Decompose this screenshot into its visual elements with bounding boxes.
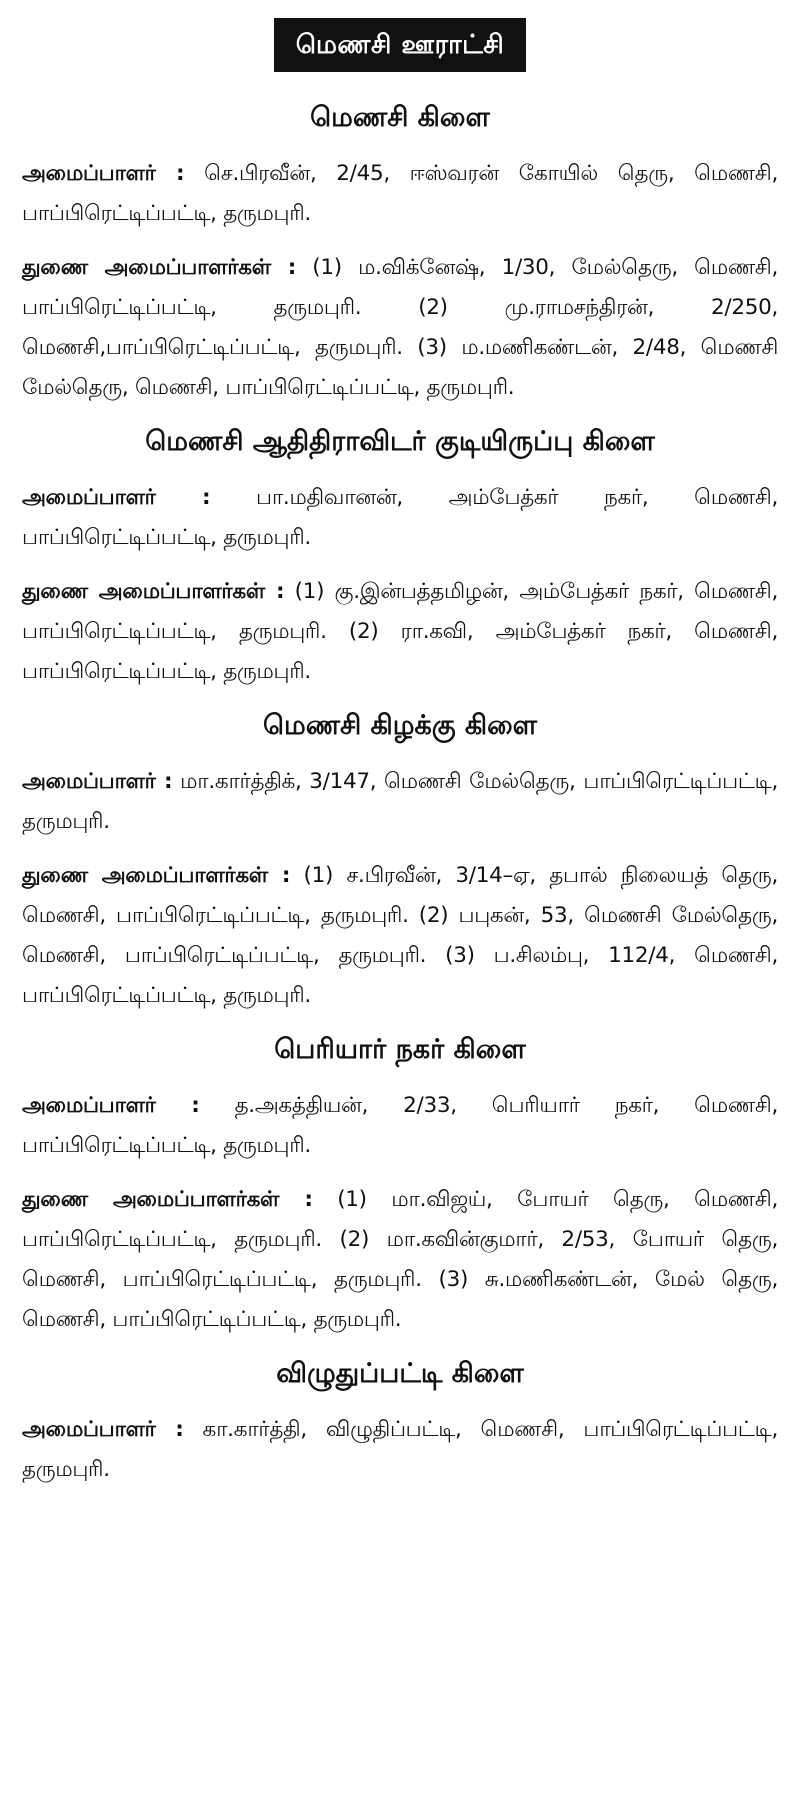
deputy-paragraph [22, 572, 778, 692]
deputy-details: (1) ச.பிரவீன், 3/14–ஏ, தபால் நிலையத் தெரு, மெணசி, பாப்பிரெட்டிப்பட்டி, தருமபுரி. (2) பபுகன், 53, மெணசி மேல்தெரு, மெணசி, பாப்பிரெட்டிப்பட்டி, தருமபுரி. (3) ப.சிலம்பு, 112/4, மெணசி, பாப்பிரெட்டிப்பட்டி, தருமபுரி. [22, 863, 778, 1008]
deputy-label: துணை அமைப்பாளர்கள் : [22, 1187, 313, 1212]
organiser-paragraph [22, 762, 778, 842]
deputy-details: (1) மா.விஜய், போயர் தெரு, மெணசி, பாப்பிரெட்டிப்பட்டி, தருமபுரி. (2) மா.கவின்குமார், 2/53, போயர் தெரு, மெணசி, பாப்பிரெட்டிப்பட்டி, தருமபுரி. (3) சு.மணிகண்டன், மேல் தெரு, மெணசி, பாப்பிரெட்டிப்பட்டி, தருமபுரி. [22, 1187, 778, 1332]
branch-section [22, 98, 778, 408]
organiser-paragraph [22, 478, 778, 558]
organiser-details: த.அகத்தியன், 2/33, பெரியார் நகர், மெணசி, பாப்பிரெட்டிப்பட்டி, தருமபுரி. [22, 1093, 778, 1158]
organiser-paragraph [22, 1410, 778, 1490]
branch-heading: பெரியார் நகர் கிளை [274, 1034, 526, 1065]
organiser-label: அமைப்பாளர் : [22, 769, 173, 794]
branch-heading: மெணசி கிளை [310, 102, 490, 133]
deputy-label: துணை அமைப்பாளர்கள் : [22, 255, 297, 280]
deputy-paragraph [22, 856, 778, 1016]
organiser-label: அமைப்பாளர் : [22, 161, 185, 186]
organiser-label: அமைப்பாளர் : [22, 1417, 184, 1442]
deputy-details: (1) ம.விக்னேஷ், 1/30, மேல்தெரு, மெணசி, பாப்பிரெட்டிப்பட்டி, தருமபுரி. (2) மு.ராமசந்திரன், 2/250, மெணசி,பாப்பிரெட்டிப்பட்டி, தருமபுரி. (3) ம.மணிகண்டன், 2/48, மெணசி மேல்தெரு, மெணசி, பாப்பிரெட்டிப்பட்டி, தருமபுரி. [22, 255, 778, 400]
branch-section [22, 422, 778, 692]
organiser-details: பா.மதிவானன், அம்பேத்கர் நகர், மெணசி, பாப்பிரெட்டிப்பட்டி, தருமபுரி. [22, 485, 778, 550]
branch-section [22, 1030, 778, 1340]
organiser-details: கா.கார்த்தி, விழுதிப்பட்டி, மெணசி, பாப்பிரெட்டிப்பட்டி, தருமபுரி. [22, 1417, 778, 1482]
branch-heading: விழுதுப்பட்டி கிளை [276, 1358, 524, 1389]
organiser-label: அமைப்பாளர் : [22, 1093, 200, 1118]
branch-section [22, 706, 778, 1016]
branch-heading: மெணசி ஆதிதிராவிடர் குடியிருப்பு கிளை [145, 426, 655, 457]
organiser-details: செ.பிரவீன், 2/45, ஈஸ்வரன் கோயில் தெரு, மெணசி, பாப்பிரெட்டிப்பட்டி, தருமபுரி. [22, 161, 779, 226]
deputy-paragraph [22, 1180, 778, 1340]
deputy-details: (1) கு.இன்பத்தமிழன், அம்பேத்கர் நகர், மெணசி, பாப்பிரெட்டிப்பட்டி, தருமபுரி. (2) ரா.கவி, அம்பேத்கர் நகர், மெணசி, பாப்பிரெட்டிப்பட்டி, தருமபுரி. [22, 579, 778, 684]
branch-heading: மெணசி கிழக்கு கிளை [262, 710, 538, 741]
deputy-label: துணை அமைப்பாளர்கள் : [22, 863, 291, 888]
deputy-label: துணை அமைப்பாளர்கள் : [22, 579, 285, 604]
organiser-paragraph [22, 154, 778, 234]
organiser-details: மா.கார்த்திக், 3/147, மெணசி மேல்தெரு, பாப்பிரெட்டிப்பட்டி, தருமபுரி. [22, 769, 778, 834]
banner-container [22, 18, 778, 76]
branch-section [22, 1354, 778, 1490]
organiser-label: அமைப்பாளர் : [22, 485, 211, 510]
deputy-paragraph [22, 248, 778, 408]
organiser-paragraph [22, 1086, 778, 1166]
panchayat-title-banner: மெணசி ஊராட்சி [274, 18, 526, 72]
